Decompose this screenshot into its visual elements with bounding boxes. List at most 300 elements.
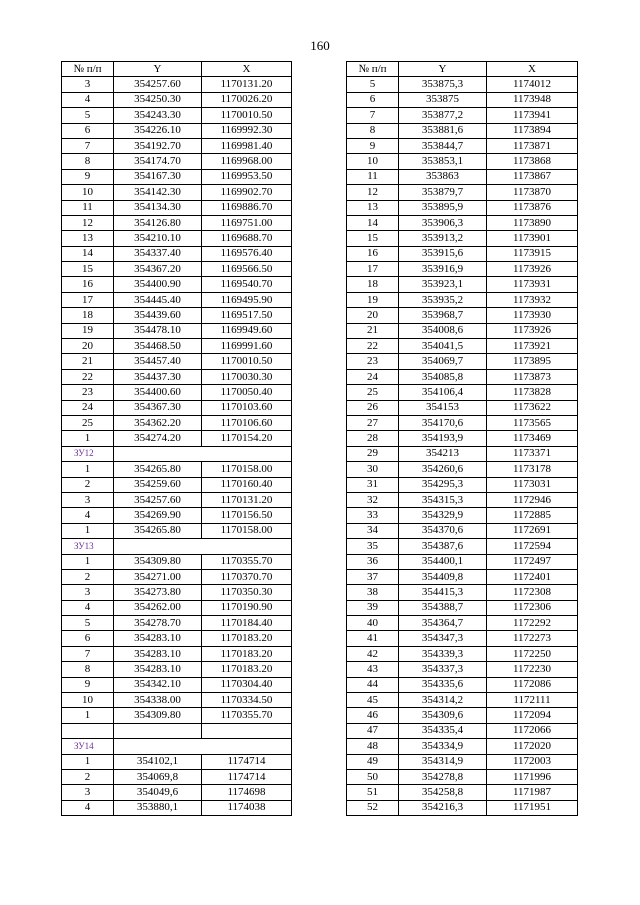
cell-x: [202, 723, 292, 738]
cell-y: 354400.60: [114, 385, 202, 400]
cell-number: 39: [347, 600, 399, 615]
cell-x: 1174698: [202, 785, 292, 800]
cell-x: 1174714: [202, 769, 292, 784]
table-row: [347, 600, 578, 615]
cell-x: 1169902.70: [202, 185, 292, 200]
cell-y: 354314,2: [399, 693, 487, 708]
cell-y: 354069,8: [114, 769, 202, 784]
cell-x: 1170131.20: [202, 77, 292, 92]
cell-number: 51: [347, 785, 399, 800]
cell-x: 1173931: [487, 277, 578, 292]
cell-x: 1170131.20: [202, 492, 292, 507]
section-label: ЗУ12: [62, 446, 114, 461]
cell-x: 1173868: [487, 154, 578, 169]
cell-number: 2: [62, 769, 114, 784]
table-row: [62, 415, 292, 430]
cell-y: 354400.90: [114, 277, 202, 292]
table-row: [62, 800, 292, 815]
table-row: [347, 677, 578, 692]
page-number: 160: [310, 38, 330, 53]
cell-x: 1172066: [487, 723, 578, 738]
table-row: [347, 369, 578, 384]
cell-x: 1170106.60: [202, 415, 292, 430]
cell-y: 353875,3: [399, 77, 487, 92]
cell-y: 353916,9: [399, 262, 487, 277]
cell-number: 25: [347, 385, 399, 400]
table-row: [62, 723, 292, 738]
table-row: [62, 123, 292, 138]
cell-y: 354437.30: [114, 369, 202, 384]
table-row: [347, 431, 578, 446]
cell-number: 8: [347, 123, 399, 138]
cell-y: 354387,6: [399, 539, 487, 554]
cell-y: 354167.30: [114, 169, 202, 184]
cell-y: 354367.30: [114, 400, 202, 415]
cell-number: 9: [62, 677, 114, 692]
table-row: [62, 554, 292, 569]
coordinates-table-left: [61, 61, 292, 816]
cell-number: [62, 723, 114, 738]
cell-y: 354335,4: [399, 723, 487, 738]
cell-number: 38: [347, 585, 399, 600]
table-row: [62, 354, 292, 369]
table-row: [62, 646, 292, 661]
table-header-row: [347, 62, 578, 77]
table-row: [347, 323, 578, 338]
cell-x: 1169949.60: [202, 323, 292, 338]
table-row: [62, 677, 292, 692]
table-row: [62, 369, 292, 384]
table-row: [347, 554, 578, 569]
table-row: [62, 462, 292, 477]
cell-x: 1173828: [487, 385, 578, 400]
cell-x: 1173870: [487, 185, 578, 200]
cell-number: 25: [62, 415, 114, 430]
cell-y: 354273.80: [114, 585, 202, 600]
cell-y: 354106,4: [399, 385, 487, 400]
cell-y: 354314,9: [399, 754, 487, 769]
cell-y: 354367.20: [114, 262, 202, 277]
cell-x: 1172308: [487, 585, 578, 600]
cell-y: [114, 723, 202, 738]
cell-number: 52: [347, 800, 399, 815]
cell-y: 353880,1: [114, 800, 202, 815]
table-row: [347, 539, 578, 554]
cell-x: 1169953.50: [202, 169, 292, 184]
table-row: [347, 308, 578, 323]
cell-x: 1169495.90: [202, 292, 292, 307]
cell-y: 354153: [399, 400, 487, 415]
cell-y: 354457.40: [114, 354, 202, 369]
cell-x: 1174012: [487, 77, 578, 92]
cell-x: 1173867: [487, 169, 578, 184]
cell-number: 18: [347, 277, 399, 292]
cell-x: 1172111: [487, 693, 578, 708]
table-row: [62, 662, 292, 677]
table-row: [62, 492, 292, 507]
table-row: [62, 262, 292, 277]
cell-number: 12: [62, 215, 114, 230]
cell-number: 9: [62, 169, 114, 184]
table-row: [347, 200, 578, 215]
table-row: [347, 446, 578, 461]
cell-number: 12: [347, 185, 399, 200]
table-row: [347, 585, 578, 600]
table-row: [347, 569, 578, 584]
cell-y: 354334,9: [399, 739, 487, 754]
cell-y: 354213: [399, 446, 487, 461]
cell-x: 1170183.20: [202, 646, 292, 661]
cell-x: 1170190.90: [202, 600, 292, 615]
cell-number: 14: [347, 215, 399, 230]
table-row: [347, 462, 578, 477]
cell-number: 34: [347, 523, 399, 538]
cell-number: 6: [62, 631, 114, 646]
cell-y: 354309.80: [114, 708, 202, 723]
cell-x: 1170158.00: [202, 462, 292, 477]
cell-y: 353877,2: [399, 108, 487, 123]
table-row: [62, 400, 292, 415]
cell-y: 354278.70: [114, 616, 202, 631]
cell-x: 1173565: [487, 415, 578, 430]
cell-y: 354283.10: [114, 646, 202, 661]
cell-number: 13: [62, 231, 114, 246]
cell-x: 1170350.30: [202, 585, 292, 600]
header-x: X: [202, 62, 292, 77]
cell-number: 1: [62, 431, 114, 446]
cell-x: 1170156.50: [202, 508, 292, 523]
cell-number: 20: [347, 308, 399, 323]
table-row: [62, 169, 292, 184]
table-row: [347, 800, 578, 815]
header-y: Y: [114, 62, 202, 77]
cell-x: 1170355.70: [202, 708, 292, 723]
cell-number: 11: [347, 169, 399, 184]
table-row: [347, 616, 578, 631]
cell-number: 21: [62, 354, 114, 369]
cell-y: 353895,9: [399, 200, 487, 215]
cell-y: 354278,8: [399, 769, 487, 784]
cell-number: 3: [62, 785, 114, 800]
cell-number: 15: [347, 231, 399, 246]
section-row: [62, 539, 292, 554]
cell-number: 3: [62, 77, 114, 92]
section-row: [62, 739, 292, 754]
cell-y: 354269.90: [114, 508, 202, 523]
cell-y: 353879,7: [399, 185, 487, 200]
cell-x: 1170154.20: [202, 431, 292, 446]
cell-x: 1174038: [202, 800, 292, 815]
cell-x: 1173031: [487, 477, 578, 492]
cell-x: 1170030.30: [202, 369, 292, 384]
cell-y: 354216,3: [399, 800, 487, 815]
cell-x: 1174714: [202, 754, 292, 769]
table-row: [62, 323, 292, 338]
table-row: [347, 77, 578, 92]
cell-number: 19: [62, 323, 114, 338]
cell-number: 16: [62, 277, 114, 292]
section-row: [62, 446, 292, 461]
cell-y: 354362.20: [114, 415, 202, 430]
cell-y: 354265.80: [114, 462, 202, 477]
cell-y: 354400,1: [399, 554, 487, 569]
cell-y: 354257.60: [114, 77, 202, 92]
cell-y: 354409,8: [399, 569, 487, 584]
table-row: [347, 400, 578, 415]
cell-y: 354335,6: [399, 677, 487, 692]
cell-number: 3: [62, 585, 114, 600]
section-empty-cell: [114, 739, 292, 754]
table-row: [347, 154, 578, 169]
cell-y: 354347,3: [399, 631, 487, 646]
cell-number: 23: [347, 354, 399, 369]
cell-y: 354271.00: [114, 569, 202, 584]
cell-number: 16: [347, 246, 399, 261]
cell-x: 1172250: [487, 646, 578, 661]
cell-number: 28: [347, 431, 399, 446]
cell-number: 22: [347, 339, 399, 354]
cell-y: 354142.30: [114, 185, 202, 200]
cell-y: 354174.70: [114, 154, 202, 169]
cell-x: 1172292: [487, 616, 578, 631]
cell-y: 354257.60: [114, 492, 202, 507]
cell-x: 1170010.50: [202, 354, 292, 369]
header-y: Y: [399, 62, 487, 77]
header-number: № п/п: [62, 62, 114, 77]
cell-number: 13: [347, 200, 399, 215]
cell-y: 353881,6: [399, 123, 487, 138]
table-row: [62, 600, 292, 615]
table-row: [347, 92, 578, 107]
cell-y: 354049,6: [114, 785, 202, 800]
section-label: ЗУ14: [62, 739, 114, 754]
cell-number: 26: [347, 400, 399, 415]
cell-x: 1173895: [487, 354, 578, 369]
cell-number: 33: [347, 508, 399, 523]
table-row: [62, 308, 292, 323]
cell-x: 1173876: [487, 200, 578, 215]
cell-x: 1173932: [487, 292, 578, 307]
header-number: № п/п: [347, 62, 399, 77]
cell-x: 1171951: [487, 800, 578, 815]
cell-y: 354126.80: [114, 215, 202, 230]
cell-x: 1173948: [487, 92, 578, 107]
cell-number: 35: [347, 539, 399, 554]
table-row: [347, 646, 578, 661]
cell-x: 1173915: [487, 246, 578, 261]
cell-number: 40: [347, 616, 399, 631]
table-row: [347, 754, 578, 769]
table-row: [62, 769, 292, 784]
cell-number: 37: [347, 569, 399, 584]
cell-y: 354445.40: [114, 292, 202, 307]
cell-x: 1172691: [487, 523, 578, 538]
cell-x: 1173873: [487, 369, 578, 384]
table-row: [62, 77, 292, 92]
cell-y: 354339,3: [399, 646, 487, 661]
cell-number: 22: [62, 369, 114, 384]
cell-x: 1170355.70: [202, 554, 292, 569]
cell-x: 1173901: [487, 231, 578, 246]
cell-x: 1170183.20: [202, 662, 292, 677]
table-row: [347, 385, 578, 400]
cell-number: 1: [62, 708, 114, 723]
cell-x: 1173622: [487, 400, 578, 415]
cell-y: 354085,8: [399, 369, 487, 384]
cell-x: 1169968.00: [202, 154, 292, 169]
cell-x: 1169688.70: [202, 231, 292, 246]
cell-number: 4: [62, 92, 114, 107]
cell-y: 354415,3: [399, 585, 487, 600]
cell-y: 354337,3: [399, 662, 487, 677]
table-row: [62, 277, 292, 292]
cell-y: 354295,3: [399, 477, 487, 492]
table-header-row: [62, 62, 292, 77]
table-row: [62, 431, 292, 446]
cell-y: 354283.10: [114, 662, 202, 677]
cell-number: 4: [62, 600, 114, 615]
coordinates-table-right: [346, 61, 578, 816]
cell-x: 1172003: [487, 754, 578, 769]
section-empty-cell: [114, 539, 292, 554]
table-row: [62, 92, 292, 107]
cell-number: 8: [62, 154, 114, 169]
cell-x: 1173371: [487, 446, 578, 461]
table-row: [347, 492, 578, 507]
cell-x: 1170158.00: [202, 523, 292, 538]
table-row: [347, 723, 578, 738]
table-row: [62, 292, 292, 307]
cell-x: 1173941: [487, 108, 578, 123]
cell-x: 1169751.00: [202, 215, 292, 230]
cell-number: 10: [62, 693, 114, 708]
section-label: ЗУ13: [62, 539, 114, 554]
table-row: [347, 631, 578, 646]
cell-y: 353853,1: [399, 154, 487, 169]
cell-x: 1169991.60: [202, 339, 292, 354]
table-row: [62, 154, 292, 169]
table-row: [62, 231, 292, 246]
table-row: [347, 769, 578, 784]
cell-y: 354309.80: [114, 554, 202, 569]
table-row: [347, 169, 578, 184]
cell-number: 45: [347, 693, 399, 708]
table-row: [347, 108, 578, 123]
table-row: [347, 262, 578, 277]
cell-x: 1172086: [487, 677, 578, 692]
cell-number: 6: [347, 92, 399, 107]
cell-y: 354262.00: [114, 600, 202, 615]
cell-number: 2: [62, 477, 114, 492]
table-row: [62, 569, 292, 584]
cell-y: 354342.10: [114, 677, 202, 692]
cell-number: 32: [347, 492, 399, 507]
cell-number: 11: [62, 200, 114, 215]
cell-x: 1171996: [487, 769, 578, 784]
cell-y: 354370,6: [399, 523, 487, 538]
cell-x: 1173930: [487, 308, 578, 323]
cell-y: 353913,2: [399, 231, 487, 246]
cell-number: 5: [62, 616, 114, 631]
table-row: [347, 123, 578, 138]
cell-x: 1172946: [487, 492, 578, 507]
cell-x: 1172020: [487, 739, 578, 754]
cell-x: 1173926: [487, 262, 578, 277]
cell-number: 30: [347, 462, 399, 477]
cell-number: 27: [347, 415, 399, 430]
cell-x: 1173921: [487, 339, 578, 354]
cell-y: 354260,6: [399, 462, 487, 477]
cell-number: 6: [62, 123, 114, 138]
cell-number: 49: [347, 754, 399, 769]
cell-y: 354008,6: [399, 323, 487, 338]
cell-y: 354364,7: [399, 616, 487, 631]
cell-x: 1170334.50: [202, 693, 292, 708]
cell-number: 5: [62, 108, 114, 123]
cell-x: 1170183.20: [202, 631, 292, 646]
table-row: [347, 138, 578, 153]
cell-x: 1169540.70: [202, 277, 292, 292]
cell-x: 1172497: [487, 554, 578, 569]
cell-x: 1169886.70: [202, 200, 292, 215]
cell-number: 47: [347, 723, 399, 738]
cell-y: 354468.50: [114, 339, 202, 354]
cell-y: 353906,3: [399, 215, 487, 230]
table-row: [62, 385, 292, 400]
cell-y: 354258,8: [399, 785, 487, 800]
cell-number: 4: [62, 508, 114, 523]
cell-x: 1170026.20: [202, 92, 292, 107]
cell-number: 41: [347, 631, 399, 646]
cell-x: 1170304.40: [202, 677, 292, 692]
table-row: [62, 523, 292, 538]
cell-y: 354226.10: [114, 123, 202, 138]
table-row: [347, 277, 578, 292]
cell-x: 1169576.40: [202, 246, 292, 261]
table-row: [62, 708, 292, 723]
cell-number: 2: [62, 569, 114, 584]
cell-y: 353935,2: [399, 292, 487, 307]
section-empty-cell: [114, 446, 292, 461]
header-x: X: [487, 62, 578, 77]
cell-number: 42: [347, 646, 399, 661]
cell-x: 1169992.30: [202, 123, 292, 138]
cell-x: 1172401: [487, 569, 578, 584]
table-row: [62, 215, 292, 230]
table-row: [62, 693, 292, 708]
cell-y: 354041,5: [399, 339, 487, 354]
cell-number: 43: [347, 662, 399, 677]
cell-number: 14: [62, 246, 114, 261]
table-row: [62, 200, 292, 215]
cell-number: 20: [62, 339, 114, 354]
cell-y: 354134.30: [114, 200, 202, 215]
cell-y: 353863: [399, 169, 487, 184]
table-row: [347, 292, 578, 307]
table-row: [347, 523, 578, 538]
cell-number: 36: [347, 554, 399, 569]
table-row: [62, 508, 292, 523]
cell-y: 354329,9: [399, 508, 487, 523]
cell-number: 9: [347, 138, 399, 153]
cell-x: 1172094: [487, 708, 578, 723]
cell-x: 1173926: [487, 323, 578, 338]
table-row: [347, 339, 578, 354]
cell-y: 354315,3: [399, 492, 487, 507]
cell-number: 10: [62, 185, 114, 200]
table-row: [347, 215, 578, 230]
cell-y: 353915,6: [399, 246, 487, 261]
